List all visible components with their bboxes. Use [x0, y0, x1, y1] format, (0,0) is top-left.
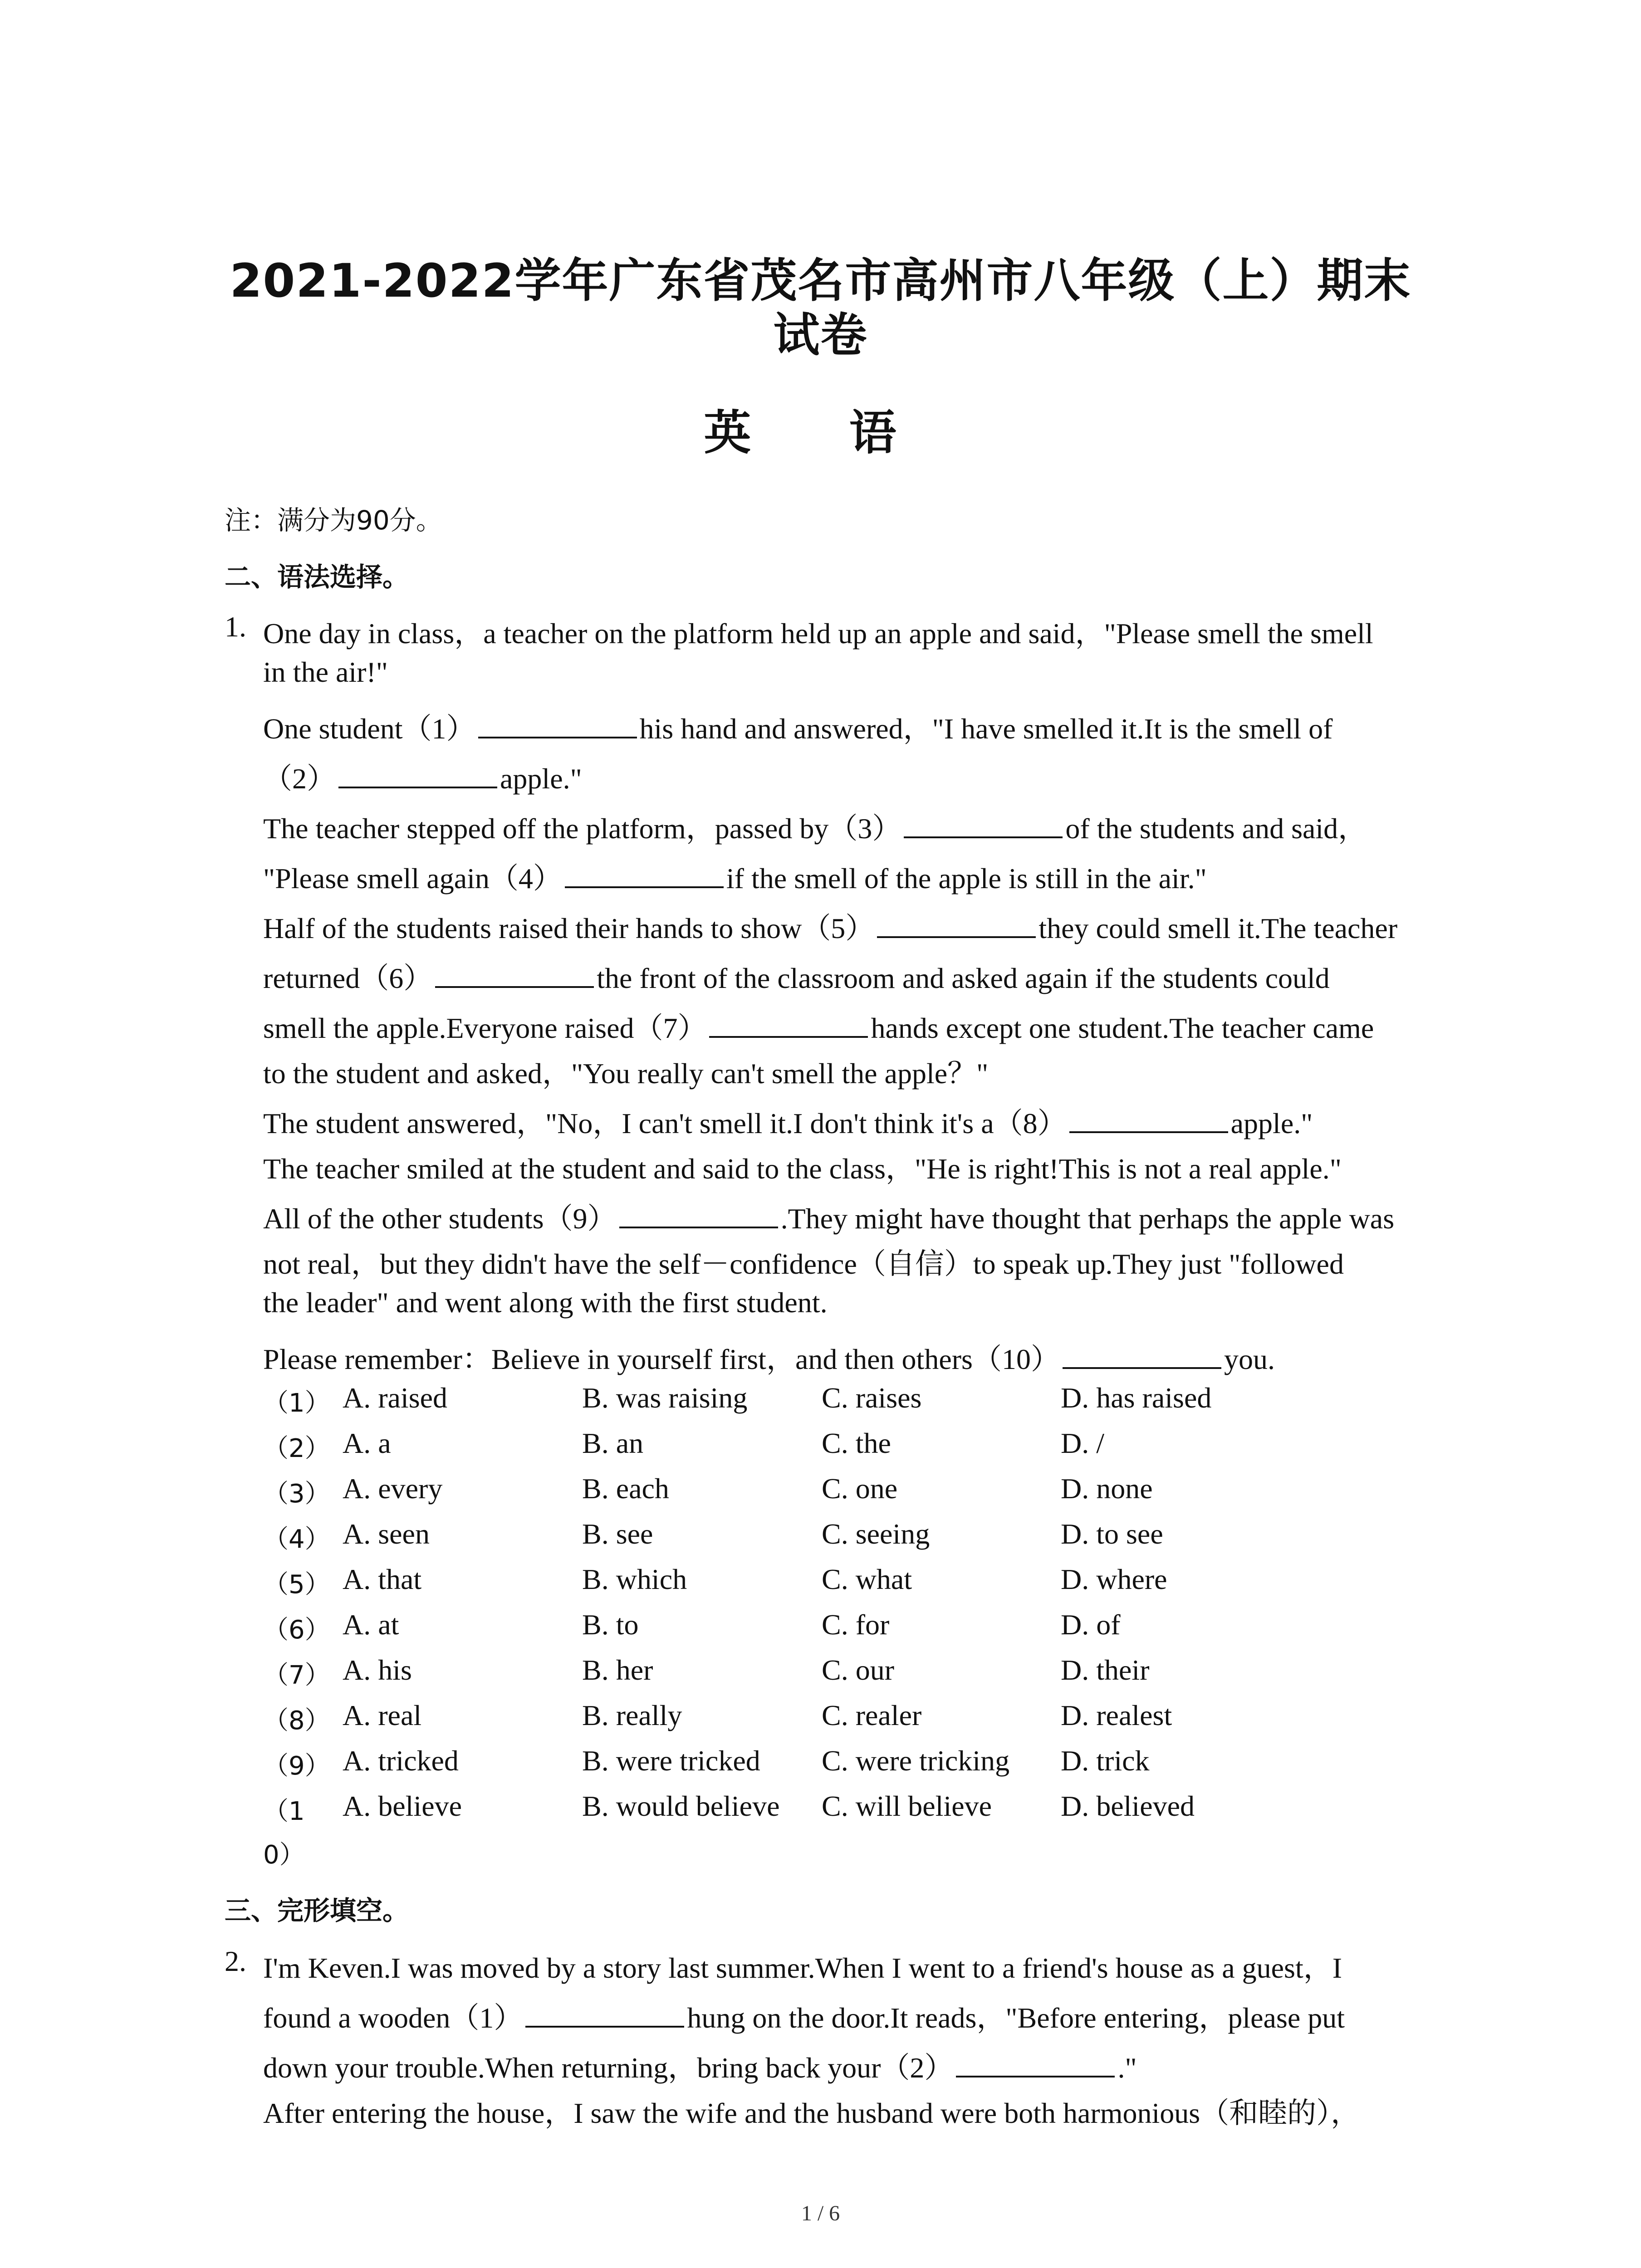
q1-answer-blank[interactable]: [435, 962, 594, 988]
q2-line: [263, 2044, 1137, 2086]
option-a[interactable]: A. every: [343, 1472, 443, 1505]
q2-answer-blank[interactable]: [525, 2001, 684, 2028]
q1-answer-blank[interactable]: [877, 912, 1036, 938]
q1-text: the leader" and went along with the first student.: [263, 1286, 828, 1319]
q1-text: All of the other students（9）: [263, 1202, 617, 1235]
option-d[interactable]: D. has raised: [1061, 1382, 1212, 1414]
option-b[interactable]: B. really: [582, 1699, 682, 1731]
q1-text: Please remember：Believe in yourself first，and then others（10）: [263, 1343, 1060, 1375]
option-d[interactable]: D. where: [1061, 1563, 1167, 1595]
option-a[interactable]: A. seen: [343, 1518, 430, 1550]
q2-text: hung on the door.It reads，"Before entering，please put: [687, 2002, 1345, 2034]
option-a[interactable]: A. at: [343, 1608, 399, 1641]
section-grammar-heading: 二、语法选择。: [225, 562, 409, 592]
page-number: 1 / 6: [801, 2201, 840, 2225]
option-a[interactable]: A. believe: [343, 1790, 462, 1822]
option-d[interactable]: D. realest: [1061, 1699, 1172, 1731]
option-b[interactable]: B. would believe: [582, 1790, 780, 1822]
option-a[interactable]: A. a: [343, 1427, 391, 1459]
q1-text: One student（1）: [263, 713, 475, 745]
q1-line: [263, 955, 1330, 997]
option-d[interactable]: D. to see: [1061, 1518, 1163, 1550]
option-b[interactable]: B. each: [582, 1472, 669, 1505]
option-a[interactable]: A. real: [343, 1699, 422, 1731]
q1-text: not real，but they didn't have the self－confidence（自信）to speak up.They just "followed: [263, 1248, 1344, 1280]
score-note: 注：满分为90分。: [225, 505, 442, 536]
q1-text: hands except one student.The teacher came: [871, 1012, 1374, 1044]
q1-text: smell the apple.Everyone raised（7）: [263, 1012, 707, 1044]
q1-line: [263, 755, 582, 797]
q1-line: [263, 1100, 1313, 1142]
exam-title-line1: 2021-2022学年广东省茂名市高州市八年级（上）期末: [230, 254, 1411, 308]
subject-heading: 英 语: [704, 405, 937, 460]
option-c[interactable]: C. raises: [822, 1382, 922, 1414]
q1-text: to the student and asked，"You really can't smell the apple？": [263, 1057, 989, 1090]
q1-text: they could smell it.The teacher: [1038, 912, 1398, 944]
q1-text: （2）: [263, 763, 336, 795]
q2-text: After entering the house，I saw the wife and the husband were both harmonious（和睦的），: [263, 2097, 1360, 2129]
q1-line: [263, 610, 1373, 652]
q1-line: [263, 905, 1397, 947]
option-c[interactable]: C. realer: [822, 1699, 922, 1731]
option-c[interactable]: C. for: [822, 1608, 890, 1641]
q1-line: [263, 655, 388, 689]
q2-line: [263, 1945, 1342, 1986]
q1-answer-blank[interactable]: [565, 862, 724, 888]
q1-text: The student answered，"No，I can't smell it.I don't think it's a（8）: [263, 1107, 1067, 1139]
q1-text: the front of the classroom and asked again if the students could: [597, 962, 1330, 994]
option-row-number: （1: [263, 1797, 305, 1826]
q1-text: apple.": [500, 763, 582, 795]
q1-line: [263, 805, 1367, 847]
q1-line: [263, 1336, 1275, 1378]
q1-text: .They might have thought that perhaps the apple was: [780, 1202, 1395, 1235]
q1-line: [263, 855, 1207, 897]
option-b[interactable]: B. were tricked: [582, 1745, 760, 1777]
q1-answer-blank[interactable]: [619, 1202, 778, 1228]
section-cloze-heading: 三、完形填空。: [225, 1895, 409, 1926]
q1-line: [263, 1050, 988, 1092]
option-row-number: （7）: [263, 1661, 330, 1690]
option-b[interactable]: B. was raising: [582, 1382, 748, 1414]
q2-text: .": [1117, 2052, 1137, 2084]
q1-line: [263, 1145, 1342, 1187]
q2-answer-blank[interactable]: [956, 2051, 1115, 2077]
option-b[interactable]: B. see: [582, 1518, 653, 1550]
q1-answer-blank[interactable]: [338, 762, 497, 788]
option-c[interactable]: C. were tricking: [822, 1745, 1010, 1777]
option-d[interactable]: D. trick: [1061, 1745, 1150, 1777]
option-row-number: （4）: [263, 1525, 330, 1554]
option-b[interactable]: B. an: [582, 1427, 644, 1459]
q1-text: "Please smell again（4）: [263, 862, 562, 894]
option-c[interactable]: C. seeing: [822, 1518, 930, 1550]
q1-line: [263, 1195, 1394, 1237]
option-d[interactable]: D. their: [1061, 1654, 1150, 1686]
q1-text: you.: [1224, 1343, 1275, 1375]
option-a[interactable]: A. that: [343, 1563, 422, 1595]
question-1-number: 1.: [225, 611, 246, 643]
q1-answer-blank[interactable]: [904, 812, 1063, 838]
option-row-number-continued: 0）: [263, 1840, 305, 1870]
q1-line: [263, 1241, 1344, 1282]
q1-answer-blank[interactable]: [478, 712, 637, 738]
q2-text: found a wooden（1）: [263, 2002, 523, 2034]
q2-text: down your trouble.When returning，bring back your（2）: [263, 2052, 954, 2084]
q2-line: [263, 2090, 1360, 2131]
option-d[interactable]: D. /: [1061, 1427, 1104, 1459]
option-row-number: （2）: [263, 1434, 330, 1463]
option-row-number: （8）: [263, 1706, 330, 1735]
q1-answer-blank[interactable]: [1063, 1343, 1221, 1369]
q1-text: One day in class，a teacher on the platform held up an apple and said，"Please smell the smell: [263, 617, 1373, 650]
q1-text: his hand and answered，"I have smelled it.It is the smell of: [639, 713, 1333, 745]
q1-answer-blank[interactable]: [1069, 1107, 1228, 1133]
option-b[interactable]: B. to: [582, 1608, 639, 1641]
q1-text: in the air!": [263, 656, 388, 688]
option-d[interactable]: D. believed: [1061, 1790, 1195, 1822]
option-c[interactable]: C. will believe: [822, 1790, 992, 1822]
option-c[interactable]: C. one: [822, 1472, 898, 1505]
option-c[interactable]: C. the: [822, 1427, 891, 1459]
option-row-number: （3）: [263, 1479, 330, 1509]
q2-line: [263, 1994, 1345, 2036]
q1-text: The teacher smiled at the student and said to the class，"He is right!This is not a real apple.": [263, 1153, 1342, 1185]
option-c[interactable]: C. what: [822, 1563, 912, 1595]
option-c[interactable]: C. our: [822, 1654, 894, 1686]
question-2-number: 2.: [225, 1945, 246, 1977]
q2-text: I'm Keven.I was moved by a story last summer.When I went to a friend's house as a guest，I: [263, 1952, 1342, 1984]
q1-line: [263, 705, 1332, 747]
q1-line: [263, 1286, 828, 1320]
option-a[interactable]: A. raised: [343, 1382, 448, 1414]
option-row-number: （5）: [263, 1570, 330, 1599]
option-row-number: （9）: [263, 1751, 330, 1781]
option-b[interactable]: B. her: [582, 1654, 653, 1686]
q1-text: Half of the students raised their hands to show（5）: [263, 912, 875, 944]
q1-text: The teacher stepped off the platform，passed by（3）: [263, 812, 901, 845]
option-d[interactable]: D. none: [1061, 1472, 1153, 1505]
option-b[interactable]: B. which: [582, 1563, 687, 1595]
option-d[interactable]: D. of: [1061, 1608, 1121, 1641]
q1-answer-blank[interactable]: [709, 1012, 868, 1038]
q1-line: [263, 1005, 1374, 1046]
exam-title-line2: 试卷: [773, 308, 868, 362]
option-a[interactable]: A. his: [343, 1654, 412, 1686]
option-row-number: （1）: [263, 1388, 330, 1418]
q1-text: of the students and said，: [1065, 812, 1367, 845]
q1-text: apple.": [1230, 1107, 1313, 1139]
option-a[interactable]: A. tricked: [343, 1745, 459, 1777]
q1-text: returned（6）: [263, 962, 433, 994]
option-row-number: （6）: [263, 1615, 330, 1645]
q1-text: if the smell of the apple is still in the air.": [726, 862, 1207, 894]
